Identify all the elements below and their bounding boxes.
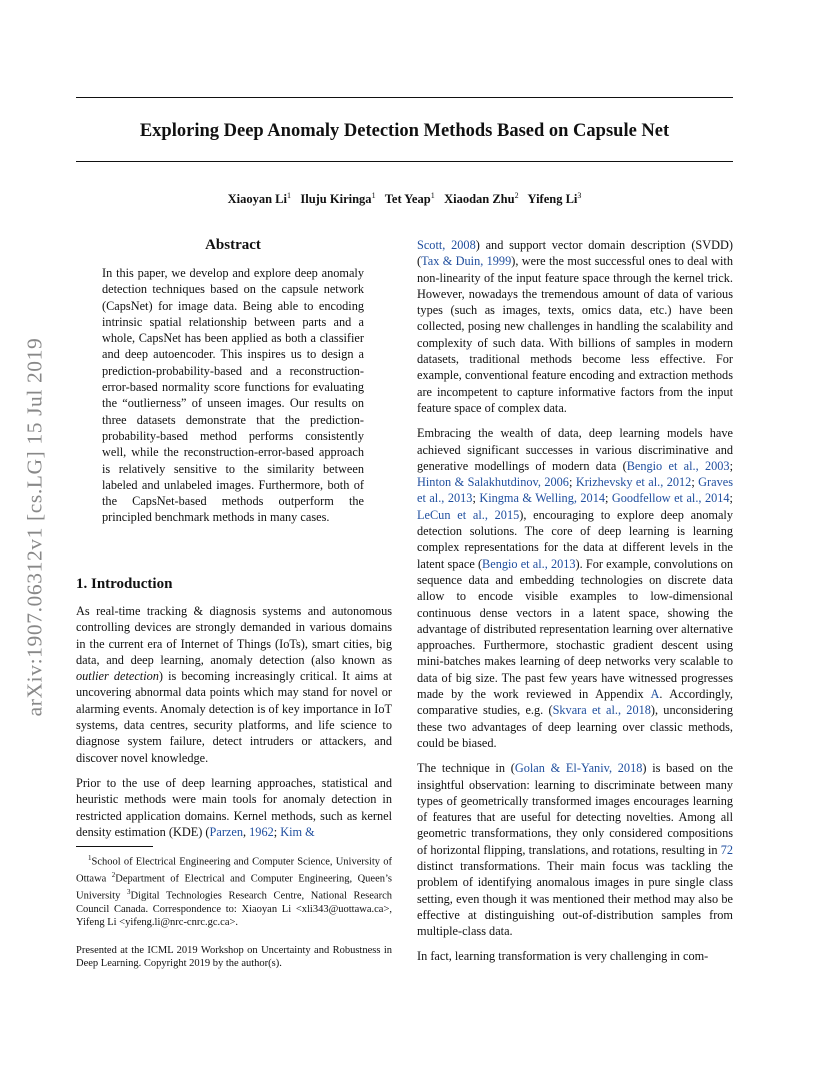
author-affiliation-mark: 1	[371, 191, 376, 200]
author-list	[76, 191, 733, 207]
arxiv-stamp-text: arXiv:1907.06312v1 [cs.LG] 15 Jul 2019	[22, 337, 47, 717]
citation-link[interactable]: Golan & El-Yaniv, 2018	[514, 761, 643, 776]
author-affiliation-mark: 3	[577, 191, 582, 200]
title-rule	[76, 161, 733, 162]
body-paragraph: In fact, learning transformation is very challenging in com-	[417, 949, 709, 964]
citation-link[interactable]: Bengio et al., 2003	[626, 458, 730, 473]
citation-link[interactable]: Skvara et al., 2018	[552, 703, 651, 718]
author-name: Xiaodan Zhu	[444, 192, 515, 207]
citation-link[interactable]: Graves et al., 2013	[417, 475, 733, 506]
citation-link[interactable]: Kingma & Welling, 2014	[479, 491, 605, 506]
author-affiliation-mark: 1	[286, 191, 291, 200]
author-name: Yifeng Li	[527, 192, 578, 207]
right-column-body	[417, 237, 733, 965]
author-name: Iluju Kiringa	[300, 192, 372, 207]
author-affiliation-mark: 1	[430, 191, 435, 200]
citation-link[interactable]: Krizhevsky et al., 2012	[575, 475, 692, 490]
author-name: Tet Yeap	[384, 192, 431, 207]
paper-title: Exploring Deep Anomaly Detection Methods Based on Capsule Net	[139, 121, 670, 141]
top-rule	[76, 97, 733, 98]
citation-link[interactable]: Goodfellow et al., 2014	[611, 491, 730, 506]
citation-link[interactable]: Kim &	[280, 824, 315, 839]
intro-paragraph: Prior to the use of deep learning approaches, statistical and heuristic methods were main tools for anomaly detection in restricted application domains. Kernel methods, such as kernel density estimation (KDE) (Parzen, 1962; Kim &	[76, 775, 392, 839]
footnote-rule	[76, 846, 153, 847]
arxiv-identifier-stamp	[23, 297, 47, 757]
abstract-body	[102, 265, 364, 526]
citation-link[interactable]: Bengio et al., 2013	[482, 556, 576, 571]
citation-link[interactable]: Scott, 2008	[417, 238, 476, 252]
affiliation-footnote: $^1$School of Electrical Engineering and Computer Science, University of Ottawa $^2$Department of Electrical and Computer Engineering, Queen’s University $^3$Digital Technologies Research Centre, National Research Council Canada. Correspondence to: Xiaoyan Li <xli343@uottawa.ca>, Yifeng Li <yifeng.li@nrc-cnrc.gc.ca>.	[76, 854, 393, 929]
number-link[interactable]: 72	[720, 842, 733, 857]
citation-link[interactable]: 1962	[249, 824, 274, 839]
workshop-note: Presented at the ICML 2019 Workshop on Uncertainty and Robustness in Deep Learning. Copyright 2019 by the author(s).	[76, 945, 392, 970]
emphasis-term: outlier detection	[76, 669, 159, 684]
author-affiliation-mark: 2	[514, 191, 519, 200]
section-heading-introduction: 1. Introduction	[76, 576, 173, 592]
body-paragraph: Embracing the wealth of data, deep learning models have achieved significant successes in various discriminative and generative modellings of modern data (Bengio et al., 2003; Hinton & Salakhutdinov, 2006; Krizhevsky et al., 2012; Graves et al., 2013; Kingma & Welling, 2014; Goodfellow et al., 2014; LeCun et al., 2015), encouraging to explore deep anomaly detection solutions. The core of deep learning is learning complex representations for the data at different levels in the latent space (Bengio et al., 2013). For example, convolutions on sequence data and embedding technologies on discrete data allow to encode visible examples to low-dimensional continuous dense vectors in a latent space, showing the advantage of distributed representation learning over alternative approaches. Furthermore, stochastic gradient descent using mini-batches makes learning of deep networks very scalable to data of big size. The past few years have witnessed progresses made by the work reviewed in Appendix A. Accordingly, comparative studies, e.g. (Skvara et al., 2018), unconsidering these two advantages of deep learning over classic methods, could be biased.	[417, 426, 733, 750]
citation-link[interactable]: Parzen	[209, 824, 243, 839]
abstract-heading: Abstract	[205, 237, 261, 253]
citation-link[interactable]: LeCun et al., 2015	[417, 507, 520, 522]
author-name: Xiaoyan Li	[227, 192, 287, 207]
left-column-body	[76, 603, 392, 840]
intro-paragraph: As real-time tracking & diagnosis systems and autonomous controlling devices are strongly demanded in various domains in the current era of Internet of Things (IoTs), smart cities, big data, and deep learning, anomaly detection (also known as outlier detection) is becoming increasingly critical. It aims at uncovering abnormal data points which may stand for novel or alarming events. Anomaly detection is of key importance in IoT systems, data centres, security platforms, and life science to diagnose system failure, detect intruders or attackers, and discover novel knowledge.	[76, 604, 392, 765]
citation-link[interactable]: Hinton & Salakhutdinov, 2006	[417, 475, 569, 490]
body-paragraph: Scott, 2008) and support vector domain description (SVDD) (Tax & Duin, 1999), were the most successful ones to deal with non-linearity of the input feature space through the kernel trick. However, nowadays the tremendous amount of data of various types (such as images, texts, omics data, etc.) have been collected, posing new challenges in handling the scalability and complexity of such data. With billions of samples in modern datasets, traditional methods become less effective. For example, conventional feature encoding and extraction methods are incompetent to capture informative factors from the input feature space of complex data.	[417, 238, 733, 415]
abstract-text: In this paper, we develop and explore deep anomaly detection techniques based on the capsule network (CapsNet) for image data. Being able to encoding intrinsic spatial relationship between parts and a whole, CapsNet has been applied as both a classifier and deep autoencoder. This inspires us to design a prediction-probability-based and a reconstruction-error-based normality score functions for evaluating the “outlierness” of unseen images. Our results on three datasets demonstrate that the prediction-probability-based method performs consistently well, while the reconstruction-error-based approach is relatively sensitive to the similarity between labeled and unlabeled images. Furthermore, both of the CapsNet-based methods outperform the principled benchmark methods in many cases.	[102, 266, 364, 525]
appendix-link[interactable]: A	[650, 687, 660, 702]
body-paragraph: The technique in (Golan & El-Yaniv, 2018) is based on the insightful observation: learning to discriminate between many types of geometrically transformed images encourages learning of features that are useful for detecting novelties. Among all geometric transformations, they only considered compositions of horizontal flipping, translations, and rotations, resulting in 72 distinct transformations. Their main focus was tackling the problem of identifying anomalous images in pure single class setting, even though it was mentioned their method may also be effective at distinguishing out-of-distribution samples from multiple-class data.	[417, 761, 733, 939]
citation-link[interactable]: Tax & Duin, 1999	[421, 254, 512, 269]
